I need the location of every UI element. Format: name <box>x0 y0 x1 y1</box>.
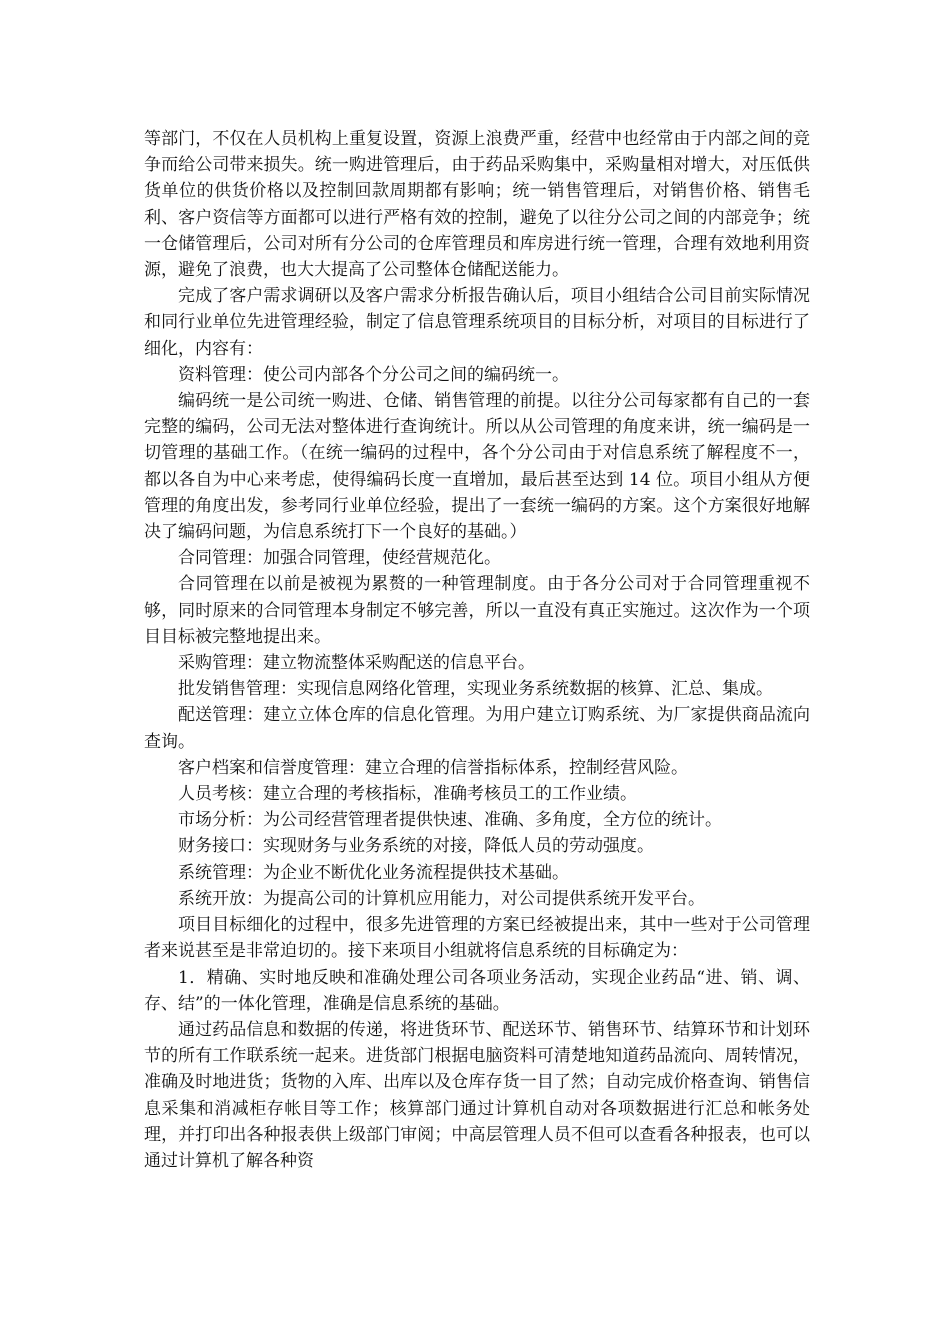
paragraph-system-openness: 系统开放：为提高公司的计算机应用能力，对公司提供系统开发平台。 <box>178 888 705 909</box>
paragraph-system-management: 系统管理：为企业不断优化业务流程提供技术基础。 <box>178 862 569 883</box>
paragraph-contract-detail: 合同管理在以前是被视为累赘的一种管理制度。由于各分公司对于合同管理重视不够，同时原来的合同管理本身制定不够完善，所以一直没有真正实施过。这次作为一个项目目标被完整地提出来。 <box>144 574 810 647</box>
paragraph-contract-management: 合同管理：加强合同管理，使经营规范化。 <box>178 548 501 569</box>
paragraph-distribution-management: 配送管理：建立立体仓库的信息化管理。为用户建立订购系统、为厂家提供商品流向查询。 <box>144 705 810 752</box>
paragraph-wholesale-management: 批发销售管理：实现信息网络化管理，实现业务系统数据的核算、汇总、集成。 <box>178 679 773 700</box>
paragraph-purchase-management: 采购管理：建立物流整体采购配送的信息平台。 <box>178 653 535 674</box>
paragraph-goal-1-detail: 通过药品信息和数据的传递，将进货环节、配送环节、销售环节、结算环节和计划环节的所有工作联系统一起来。进货部门根据电脑资料可清楚地知道药品流向、周转情况，准确及时地进货；货物的入库、出库以及仓库存货一目了然；自动完成价格查询、销售信息采集和消减柜存帐目等工作；核算部门通过计算机自动对各项数据进行汇总和帐务处理，并打印出各种报表供上级部门审阅；中高层管理人员不但可以查看各种报表，也可以通过计算机了解各种资 <box>144 1019 810 1171</box>
paragraph-goal-1: 1．精确、实时地反映和准确处理公司各项业务活动，实现企业药品“进、销、调、存、结”的一体化管理，准确是信息系统的基础。 <box>144 967 810 1014</box>
paragraph-market-analysis: 市场分析：为公司经营管理者提供快速、准确、多角度，全方位的统计。 <box>178 810 722 831</box>
paragraph-customer-credit: 客户档案和信誉度管理：建立合理的信誉指标体系，控制经营风险。 <box>178 757 688 778</box>
paragraph-continued: 等部门，不仅在人员机构上重复设置，资源上浪费严重，经营中也经常由于内部之间的竞争而给公司带来损失。统一购进管理后，由于药品采购集中，采购量相对增大，对压低供货单位的供货价格以及控制回款周期都有影响；统一销售管理后，对销售价格、销售毛利、客户资信等方面都可以进行严格有效的控制，避免了以往分公司之间的内部竞争；统一仓储管理后，公司对所有分公司的仓库管理员和库房进行统一管理，合理有效地利用资源，避免了浪费，也大大提高了公司整体仓储配送能力。 <box>144 129 810 281</box>
paragraph-goal-refinement: 项目目标细化的过程中，很多先进管理的方案已经被提出来，其中一些对于公司管理者来说甚至是非常迫切的。接下来项目小组就将信息系统的目标确定为： <box>144 915 810 962</box>
paragraph-finance-interface: 财务接口：实现财务与业务系统的对接，降低人员的劳动强度。 <box>178 836 654 857</box>
paragraph-unified-coding: 编码统一是公司统一购进、仓储、销售管理的前提。以往分公司每家都有自己的一套完整的编码，公司无法对整体进行查询统计。所以从公司管理的角度来讲，统一编码是一切管理的基础工作。（在统一编码的过程中，各个分公司由于对信息系统了解程度不一，都以各自为中心来考虑，使得编码长度一直增加，最后甚至达到 14 位。项目小组从方便管理的角度出发，参考同行业单位经验，提出了一套统一编码的方案。这个方案很好地解决了编码问题，为信息系统打下一个良好的基础。） <box>144 391 810 543</box>
paragraph-staff-assessment: 人员考核：建立合理的考核指标，准确考核员工的工作业绩。 <box>178 784 637 805</box>
paragraph-data-management: 资料管理：使公司内部各个分公司之间的编码统一。 <box>178 364 569 385</box>
paragraph-requirements-confirmed: 完成了客户需求调研以及客户需求分析报告确认后，项目小组结合公司目前实际情况和同行业单位先进管理经验，制定了信息管理系统项目的目标分析，对项目的目标进行了细化，内容有： <box>144 286 810 359</box>
document-body <box>144 126 810 1174</box>
